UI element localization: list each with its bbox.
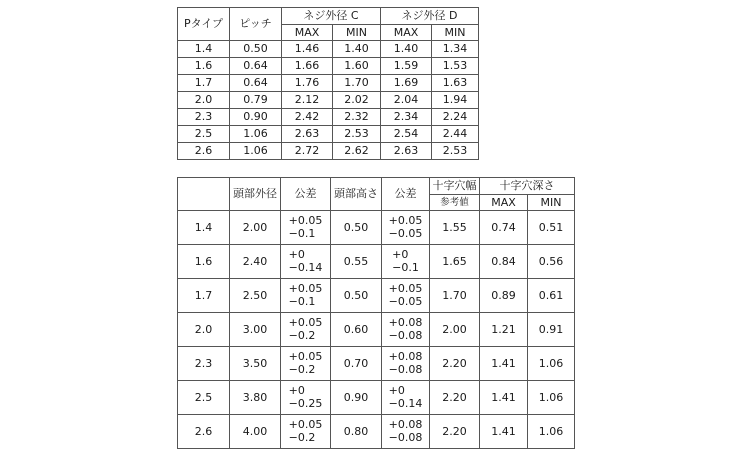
tolerance-plus: +0 (288, 384, 305, 398)
table-cell: 2.54 (381, 126, 432, 143)
tolerance-plus: +0.05 (288, 214, 323, 228)
table-cell: 2.44 (432, 126, 479, 143)
table-cell: 1.40 (333, 41, 381, 58)
cell-depth-min: 1.06 (528, 415, 575, 449)
table-cell: 2.0 (178, 92, 230, 109)
cell-head-height: 0.55 (331, 245, 382, 279)
table-cell: 2.53 (432, 143, 479, 160)
cell-depth-min: 0.61 (528, 279, 575, 313)
header-thread-c: ネジ外径 C (282, 8, 381, 25)
cell-cross-width: 1.65 (430, 245, 480, 279)
table-row (178, 75, 479, 92)
table-cell: 1.34 (432, 41, 479, 58)
cell-depth-min: 1.06 (528, 347, 575, 381)
header-tol2: 公差 (382, 178, 430, 211)
tolerance-plus: +0.05 (388, 282, 423, 296)
table-cell: 1.69 (381, 75, 432, 92)
table-cell: 1.66 (282, 58, 333, 75)
header-p-type: Pタイプ (178, 8, 230, 41)
cell-head-dia: 4.00 (230, 415, 281, 449)
table-row (178, 279, 575, 313)
tolerance-minus: −0.14 (388, 397, 423, 411)
cell-depth-max: 1.41 (480, 415, 528, 449)
table-cell: 2.63 (282, 126, 333, 143)
cell-depth-min: 1.06 (528, 381, 575, 415)
table1-header-row (178, 8, 479, 25)
table-row (178, 41, 479, 58)
cell-tolerance (281, 347, 331, 381)
table-cell: 1.59 (381, 58, 432, 75)
tolerance-minus: −0.05 (388, 227, 423, 241)
cell-head-dia: 2.40 (230, 245, 281, 279)
table-row (178, 58, 479, 75)
table-row (178, 126, 479, 143)
cell-tolerance (281, 415, 331, 449)
tolerance-plus: +0.05 (288, 350, 323, 364)
table-cell: 2.24 (432, 109, 479, 126)
table-cell: 2.32 (333, 109, 381, 126)
table-cell: 1.63 (432, 75, 479, 92)
cell-size: 1.6 (178, 245, 230, 279)
cell-tolerance (382, 279, 430, 313)
tolerance-plus: +0.08 (388, 316, 423, 330)
header-depth-min: MIN (528, 195, 575, 211)
table-cell: 1.53 (432, 58, 479, 75)
table-cell: 2.12 (282, 92, 333, 109)
table-row (178, 109, 479, 126)
header-cross-depth: 十字穴深さ (480, 178, 575, 195)
head-dimensions-table (177, 177, 575, 449)
cell-size: 2.3 (178, 347, 230, 381)
cell-depth-max: 0.89 (480, 279, 528, 313)
cell-size: 1.7 (178, 279, 230, 313)
cell-depth-min: 0.56 (528, 245, 575, 279)
cell-depth-max: 1.41 (480, 347, 528, 381)
cell-depth-max: 1.41 (480, 381, 528, 415)
table-cell: 1.06 (230, 143, 282, 160)
cell-cross-width: 1.70 (430, 279, 480, 313)
cell-head-dia: 2.00 (230, 211, 281, 245)
cell-tolerance (281, 245, 331, 279)
tolerance-plus: +0 (288, 248, 305, 262)
table-cell: 1.60 (333, 58, 381, 75)
cell-head-height: 0.50 (331, 279, 382, 313)
tolerance-minus: −0.08 (388, 431, 423, 445)
tolerance-plus: +0.05 (288, 282, 323, 296)
table-cell: 0.64 (230, 75, 282, 92)
tolerance-minus: −0.1 (392, 261, 419, 275)
cell-tolerance (382, 381, 430, 415)
cell-head-dia: 2.50 (230, 279, 281, 313)
header-d-max: MAX (381, 25, 432, 41)
table-cell: 1.94 (432, 92, 479, 109)
table-cell: 2.5 (178, 126, 230, 143)
cell-head-height: 0.80 (331, 415, 382, 449)
tolerance-minus: −0.08 (388, 329, 423, 343)
cell-size: 1.4 (178, 211, 230, 245)
table-row (178, 92, 479, 109)
table-row (178, 415, 575, 449)
table-cell: 1.06 (230, 126, 282, 143)
tolerance-plus: +0.05 (288, 418, 323, 432)
tolerance-plus: +0.05 (388, 214, 423, 228)
header-cross-width: 十字穴幅 (430, 178, 480, 195)
tolerance-plus: +0.05 (288, 316, 323, 330)
table-cell: 1.76 (282, 75, 333, 92)
header-c-max: MAX (282, 25, 333, 41)
cell-size: 2.0 (178, 313, 230, 347)
cell-head-height: 0.50 (331, 211, 382, 245)
cell-head-dia: 3.00 (230, 313, 281, 347)
table-cell: 2.3 (178, 109, 230, 126)
tolerance-plus: +0.08 (388, 418, 423, 432)
cell-head-height: 0.70 (331, 347, 382, 381)
cell-tolerance (281, 313, 331, 347)
header-tol1: 公差 (281, 178, 331, 211)
table-cell: 2.62 (333, 143, 381, 160)
cell-cross-width: 2.00 (430, 313, 480, 347)
tolerance-plus: +0.08 (388, 350, 423, 364)
table-cell: 1.40 (381, 41, 432, 58)
table-row (178, 143, 479, 160)
header-size-blank (178, 178, 230, 211)
cell-cross-width: 2.20 (430, 415, 480, 449)
table-row (178, 313, 575, 347)
tolerance-minus: −0.2 (288, 329, 316, 343)
cell-tolerance (382, 245, 430, 279)
header-depth-max: MAX (480, 195, 528, 211)
table-cell: 1.46 (282, 41, 333, 58)
table-cell: 2.6 (178, 143, 230, 160)
tolerance-minus: −0.25 (288, 397, 323, 411)
cell-head-dia: 3.80 (230, 381, 281, 415)
table-cell: 2.34 (381, 109, 432, 126)
table-row (178, 211, 575, 245)
tolerance-minus: −0.2 (288, 363, 316, 377)
cell-depth-min: 0.91 (528, 313, 575, 347)
cell-cross-width: 2.20 (430, 381, 480, 415)
table2-header-row (178, 178, 575, 195)
header-c-min: MIN (333, 25, 381, 41)
cell-tolerance (382, 211, 430, 245)
tolerance-plus: +0 (388, 384, 405, 398)
table-cell: 0.79 (230, 92, 282, 109)
cell-tolerance (382, 313, 430, 347)
table-cell: 2.42 (282, 109, 333, 126)
cell-tolerance (281, 381, 331, 415)
header-ref-value: 参考値 (430, 195, 480, 211)
table-cell: 1.4 (178, 41, 230, 58)
table-cell: 2.63 (381, 143, 432, 160)
tolerance-minus: −0.2 (288, 431, 316, 445)
table-cell: 0.50 (230, 41, 282, 58)
thread-dimensions-table (177, 7, 479, 160)
cell-head-dia: 3.50 (230, 347, 281, 381)
table-row (178, 381, 575, 415)
cell-tolerance (281, 211, 331, 245)
header-d-min: MIN (432, 25, 479, 41)
cell-cross-width: 2.20 (430, 347, 480, 381)
header-head-dia: 頭部外径 (230, 178, 281, 211)
cell-tolerance (382, 347, 430, 381)
table-cell: 1.7 (178, 75, 230, 92)
table-cell: 0.64 (230, 58, 282, 75)
cell-depth-max: 0.84 (480, 245, 528, 279)
table-row (178, 245, 575, 279)
cell-cross-width: 1.55 (430, 211, 480, 245)
tolerance-minus: −0.1 (288, 227, 316, 241)
tolerance-minus: −0.14 (288, 261, 323, 275)
cell-depth-max: 1.21 (480, 313, 528, 347)
cell-tolerance (281, 279, 331, 313)
cell-head-height: 0.60 (331, 313, 382, 347)
tolerance-minus: −0.1 (288, 295, 316, 309)
table-cell: 1.70 (333, 75, 381, 92)
cell-size: 2.6 (178, 415, 230, 449)
table-row (178, 347, 575, 381)
header-head-height: 頭部高さ (331, 178, 382, 211)
tolerance-plus: +0 (392, 248, 409, 262)
table-cell: 2.72 (282, 143, 333, 160)
header-pitch: ピッチ (230, 8, 282, 41)
header-thread-d: ネジ外径 D (381, 8, 479, 25)
cell-depth-max: 0.74 (480, 211, 528, 245)
table-cell: 0.90 (230, 109, 282, 126)
tolerance-minus: −0.08 (388, 363, 423, 377)
table-cell: 2.53 (333, 126, 381, 143)
table-cell: 1.6 (178, 58, 230, 75)
cell-depth-min: 0.51 (528, 211, 575, 245)
cell-tolerance (382, 415, 430, 449)
table-cell: 2.04 (381, 92, 432, 109)
table-cell: 2.02 (333, 92, 381, 109)
cell-size: 2.5 (178, 381, 230, 415)
cell-head-height: 0.90 (331, 381, 382, 415)
tolerance-minus: −0.05 (388, 295, 423, 309)
